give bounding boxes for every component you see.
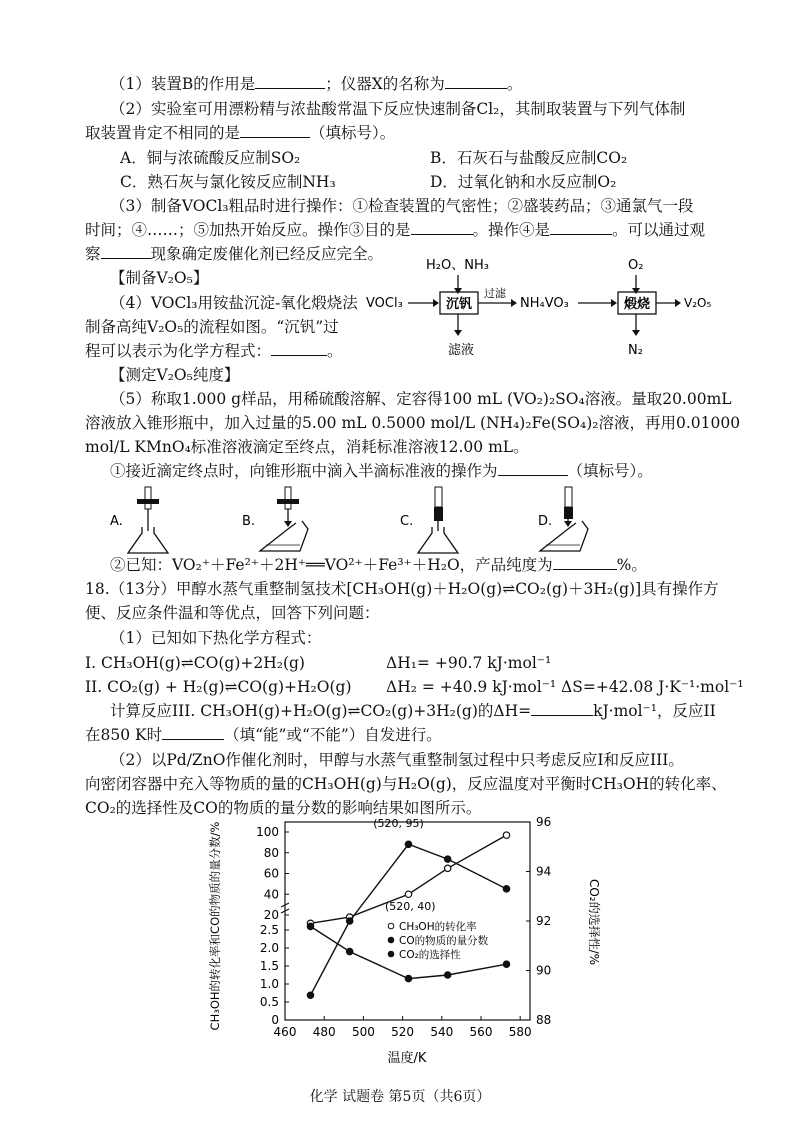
q17-part4-line3 (85, 341, 343, 361)
annotation-520-40: (520, 40) (384, 899, 436, 913)
q17-part3-line2 (85, 220, 705, 240)
arrowhead (632, 330, 640, 336)
text: （1）装置B的作用是 (110, 75, 256, 93)
text: 。 (506, 75, 523, 93)
q17-part5-line1: （5）称取1.000 g样品，用稀硫酸溶解、定容得100 mL (VO₂)₂SO₄溶液。量取20.00mL (110, 390, 732, 408)
q18-calc-line (110, 701, 716, 721)
q17-part5-line5 (110, 555, 647, 575)
x-tick-label: 540 (430, 1025, 454, 1039)
arrowhead (454, 288, 462, 294)
data-point-2 (444, 856, 450, 862)
y-right-tick-label: 90 (536, 963, 552, 978)
y-right-tick-label: 94 (536, 864, 552, 879)
text: 。 (327, 342, 343, 360)
series-line-2 (310, 844, 506, 995)
legend-label: CO的物质的量分数 (399, 935, 489, 947)
option-a: A．铜与浓硫酸反应制SO₂ (120, 149, 301, 167)
arrowhead (632, 288, 640, 294)
flow-input-2: O₂ (628, 258, 644, 273)
data-point-2 (307, 992, 313, 998)
y-left-tick-label: 0 (271, 1013, 279, 1027)
text: 。可以通过观 (612, 221, 706, 239)
legend-marker (388, 937, 394, 943)
answer-blank[interactable] (240, 123, 310, 138)
arrowhead (611, 299, 617, 307)
option-label-d: D. (538, 514, 553, 529)
arrowhead (675, 299, 681, 307)
data-point-2 (405, 841, 411, 847)
q17-part4-line1: （4）VOCl₃用铵盐沉淀-氧化煅烧法 (110, 294, 358, 312)
box1-label: 沉钒 (446, 297, 473, 312)
option-c: C．熟石灰与氯化铵反应制NH₃ (120, 173, 336, 191)
section-measure: 【测定V₂O₅纯度】 (110, 366, 240, 384)
y-right-label: CO₂的选择性/% (587, 878, 601, 966)
answer-blank[interactable] (101, 244, 151, 259)
tilted-flask (260, 521, 308, 551)
page-footer: 化学 试题卷 第5页（共6页） (309, 1089, 491, 1105)
text: 程可以表示为化学方程式： (85, 342, 272, 360)
q17-part1 (110, 74, 522, 94)
data-point-1 (307, 923, 313, 929)
q18-part2-line3: CO₂的选择性及CO的物质的量分数的影响结果如图所示。 (85, 799, 482, 817)
annotation-520-95: (520, 95) (373, 816, 424, 830)
legend-marker (388, 923, 394, 929)
q18-part1-intro: （1）已知如下热化学方程式： (110, 629, 322, 647)
burette (145, 487, 151, 509)
legend-label: CH₃OH的转化率 (399, 921, 477, 933)
flow-start: VOCl₃ (366, 296, 403, 311)
x-tick-label: 560 (469, 1025, 493, 1039)
q18-part2-line1: （2）以Pd/ZnO作催化剂时，甲醇与水蒸气重整制氢过程中只考虑反应I和反应III。 (110, 751, 684, 769)
text: kJ·mol⁻¹，反应II (593, 702, 716, 720)
answer-blank[interactable] (550, 220, 612, 235)
y-left-tick-label: 0.5 (259, 995, 279, 1009)
chart-series (307, 832, 509, 999)
y-left-tick-label: 60 (263, 866, 279, 881)
text: 计算反应III. CH₃OH(g)+H₂O(g)⇌CO₂(g)+3H₂(g)的ΔH= (110, 702, 532, 720)
equation-1-enthalpy: ΔH₁= +90.7 kJ·mol⁻¹ (386, 654, 552, 672)
equation-1: I. CH₃OH(g)⇌CO(g)+2H₂(g) (85, 654, 305, 672)
option-d: D．过氧化钠和水反应制O₂ (430, 173, 617, 191)
x-tick-label: 520 (391, 1025, 415, 1039)
q18-header-line1: 18.（13分）甲醇水蒸气重整制氢技术[CH₃OH(g)＋H₂O(g)⇌CO₂(g)＋3H₂(g)]具有操作方 (85, 580, 719, 598)
y-left-tick-label: 1.0 (259, 977, 279, 991)
data-point-1 (444, 972, 450, 978)
answer-blank[interactable] (255, 74, 325, 89)
data-point-1 (346, 948, 352, 954)
y-right-tick-label: 92 (536, 914, 552, 928)
legend-label: CO₂的选择性 (399, 949, 461, 961)
rubber-tube (564, 507, 573, 519)
option-label-c: C. (400, 514, 414, 529)
answer-blank[interactable] (498, 461, 568, 476)
data-point-0 (444, 865, 450, 871)
flow-diagram (360, 252, 712, 372)
option-b: B．石灰石与盐酸反应制CO₂ (430, 149, 628, 167)
y-left-tick-label: 100 (256, 825, 279, 839)
x-tick-label: 480 (312, 1025, 336, 1039)
x-tick-label: 580 (508, 1025, 532, 1039)
text: 察 (85, 245, 101, 263)
answer-blank[interactable] (411, 220, 473, 235)
text: 在850 K时 (85, 726, 163, 744)
q17-part3-line3 (85, 244, 383, 264)
arrowhead (511, 299, 517, 307)
flow-mid: NH₄VO₃ (520, 296, 569, 311)
x-tick-label: 460 (273, 1025, 297, 1039)
y-left-tick-label: 80 (263, 845, 279, 860)
text: 时间；④……；⑤加热开始反应。操作③目的是 (85, 221, 411, 239)
q18-header-line2: 便、反应条件温和等优点，回答下列问题： (85, 604, 380, 622)
text: ；仪器X的名称为 (325, 75, 445, 93)
y-left-label: CH₃OH的转化率和CO的物质的量分数/% (208, 821, 222, 1031)
arrowhead (433, 299, 439, 307)
text: %。 (616, 556, 647, 574)
data-point-2 (503, 886, 509, 892)
data-point-0 (503, 832, 509, 838)
y-left-tick-label: 20 (263, 908, 279, 922)
burette (435, 487, 442, 507)
q17-part5-line4 (110, 461, 653, 481)
answer-blank[interactable] (553, 555, 617, 570)
equation-2: II. CO₂(g) + H₂(g)⇌CO(g)+H₂O(g) (85, 678, 352, 696)
rubber-tube (434, 507, 443, 521)
titration-apparatus-a (128, 487, 168, 553)
text: 现象确定废催化剂已经反应完全。 (150, 245, 384, 263)
legend-marker (388, 951, 394, 957)
q17-part2-line2 (85, 123, 395, 143)
x-tick-label: 500 (351, 1025, 375, 1039)
equilibrium-chart (195, 812, 615, 1070)
q17-part4-line2: 制备高纯V₂O₅的流程如图。“沉钒”过 (85, 318, 339, 336)
stopcock (137, 499, 159, 504)
titration-options (100, 485, 620, 555)
equation-2-enthalpy: ΔH₂ = +40.9 kJ·mol⁻¹ ΔS=+42.08 J·K⁻¹·mol⁻¹ (386, 678, 744, 696)
y-left-tick-label: 1.5 (259, 959, 279, 973)
text: ①接近滴定终点时，向锥形瓶中滴入半滴标准液的操作为 (110, 462, 498, 480)
section-prepare: 【制备V₂O₅】 (110, 269, 209, 287)
data-point-1 (503, 961, 509, 967)
flow-input-1: H₂O、NH₃ (426, 258, 489, 273)
y-right-tick-label: 96 (536, 815, 552, 829)
answer-blank[interactable] (271, 341, 327, 356)
text: （填标号）。 (567, 462, 653, 480)
y-left-tick-label: 2.5 (259, 923, 279, 937)
text: ②已知：VO₂⁺＋Fe²⁺＋2H⁺══VO²⁺＋Fe³⁺＋H₂O，产品纯度为 (110, 556, 553, 574)
data-point-2 (346, 918, 352, 924)
text: （填“能”或“不能”）自发进行。 (224, 726, 442, 744)
q18-calc-line2 (85, 725, 442, 745)
q17-part5-line3: mol/L KMnO₄标准溶液滴定至终点，消耗标准溶液12.00 mL。 (85, 438, 529, 456)
answer-blank[interactable] (445, 74, 507, 89)
titration-apparatus-b (260, 487, 308, 551)
titration-apparatus-c (418, 487, 458, 553)
q17-part5-line2: 溶液放入锥形瓶中，加入过量的5.00 mL 0.5000 mol/L (NH₄)₂Fe(SO₄)₂溶液，再用0.01000 (85, 414, 741, 432)
text: （2）实验室可用漂粉精与浓盐酸常温下反应快速制备Cl₂，其制取装置与下列气体制 (110, 100, 686, 118)
option-label-b: B. (242, 514, 256, 529)
y-left-tick-label: 2.0 (259, 941, 279, 955)
option-label-a: A. (110, 514, 123, 529)
chart-legend (388, 920, 488, 961)
y-left-tick-label: 40 (263, 887, 279, 902)
data-point-1 (405, 975, 411, 981)
flow-end: V₂O₅ (684, 296, 712, 310)
q17-part3-line1: （3）制备VOCl₃粗品时进行操作：①检查装置的气密性；②盛装药品；③通氯气一段 (110, 197, 694, 215)
y-right-tick-label: 88 (536, 1013, 552, 1027)
burette (285, 487, 291, 509)
text: 取装置肯定不相同的是 (85, 124, 241, 142)
text: 。操作④是 (472, 221, 551, 239)
arrowhead (454, 330, 462, 336)
q18-part2-line2: 向密闭容器中充入等物质的量的CH₃OH(g)与H₂O(g)，反应温度对平衡时CH₃OH的转化率、 (85, 775, 727, 793)
filtrate-label: 滤液 (448, 343, 475, 358)
box2-label: 煅烧 (624, 297, 651, 312)
data-point-0 (405, 891, 411, 897)
filter-label: 过滤 (484, 287, 506, 300)
answer-blank[interactable] (531, 701, 593, 716)
gas-label: N₂ (628, 343, 643, 358)
stopcock (277, 499, 299, 504)
x-axis-label: 温度/K (387, 1051, 427, 1066)
q17-part2-line1 (110, 99, 685, 119)
text: （填标号）。 (310, 124, 396, 142)
answer-blank[interactable] (162, 725, 224, 740)
burette (565, 487, 572, 507)
